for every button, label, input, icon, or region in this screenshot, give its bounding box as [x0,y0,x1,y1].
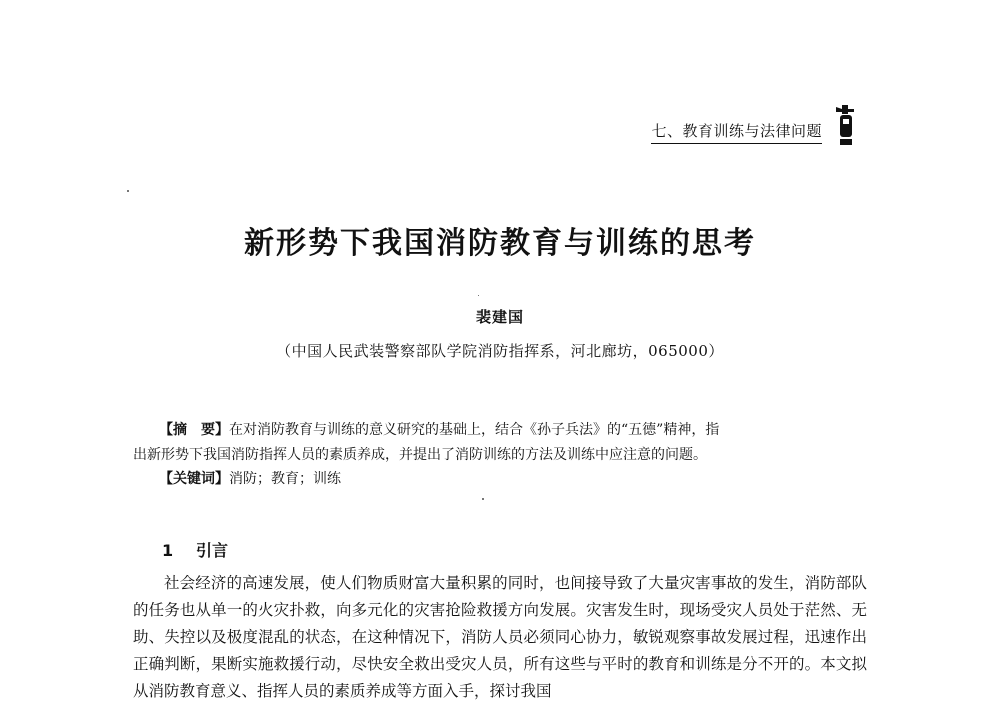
scan-speck [478,295,479,296]
article-title: 新形势下我国消防教育与训练的思考 [244,226,756,261]
running-head: 七、教育训练与法律问题 [651,120,822,144]
keywords-label: 【关键词】 [159,471,229,487]
author-name: 裴建国 [475,308,524,326]
abstract-line [133,443,868,468]
abstract-text-1: 在对消防教育与训练的意义研究的基础上，结合《孙子兵法》的“五德”精神，指 [229,422,720,438]
scan-speck [482,498,484,500]
abstract-block [133,418,868,468]
author-affiliation: （中国人民武装警察部队学院消防指挥系，河北廊坊，065000） [276,342,724,360]
section-title: 引言 [196,541,229,560]
body-text [133,570,867,705]
body-paragraph: 社会经济的高速发展，使人们物质财富大量积累的同时，也间接导致了大量灾害事故的发生，消防部队的任务也从单一的火灾扑救，向多元化的灾害抢险救援方向发展。灾害发生时，现场受灾人员处于茫然、无助、失控以及极度混乱的状态，在这种情况下，消防人员必须同心协力，敏锐观察事故发展过程，迅速作出正确判断，果断实施救援行动，尽快安全救出受灾人员，所有这些与平时的教育和训练是分不开的。本文拟从消防教育意义、指挥人员的素质养成等方面入手，探讨我国 [133,574,867,700]
section-heading [162,538,228,561]
scan-speck [127,190,129,192]
fire-extinguisher-icon [832,103,858,147]
keywords-line [159,468,341,488]
abstract-label: 【摘 要】 [159,422,229,438]
abstract-line [133,418,868,443]
abstract-text-2: 出新形势下我国消防指挥人员的素质养成，并提出了消防训练的方法及训练中应注意的问题。 [133,447,707,463]
section-number: 1 [162,541,174,560]
keywords-text: 消防；教育；训练 [229,471,341,487]
